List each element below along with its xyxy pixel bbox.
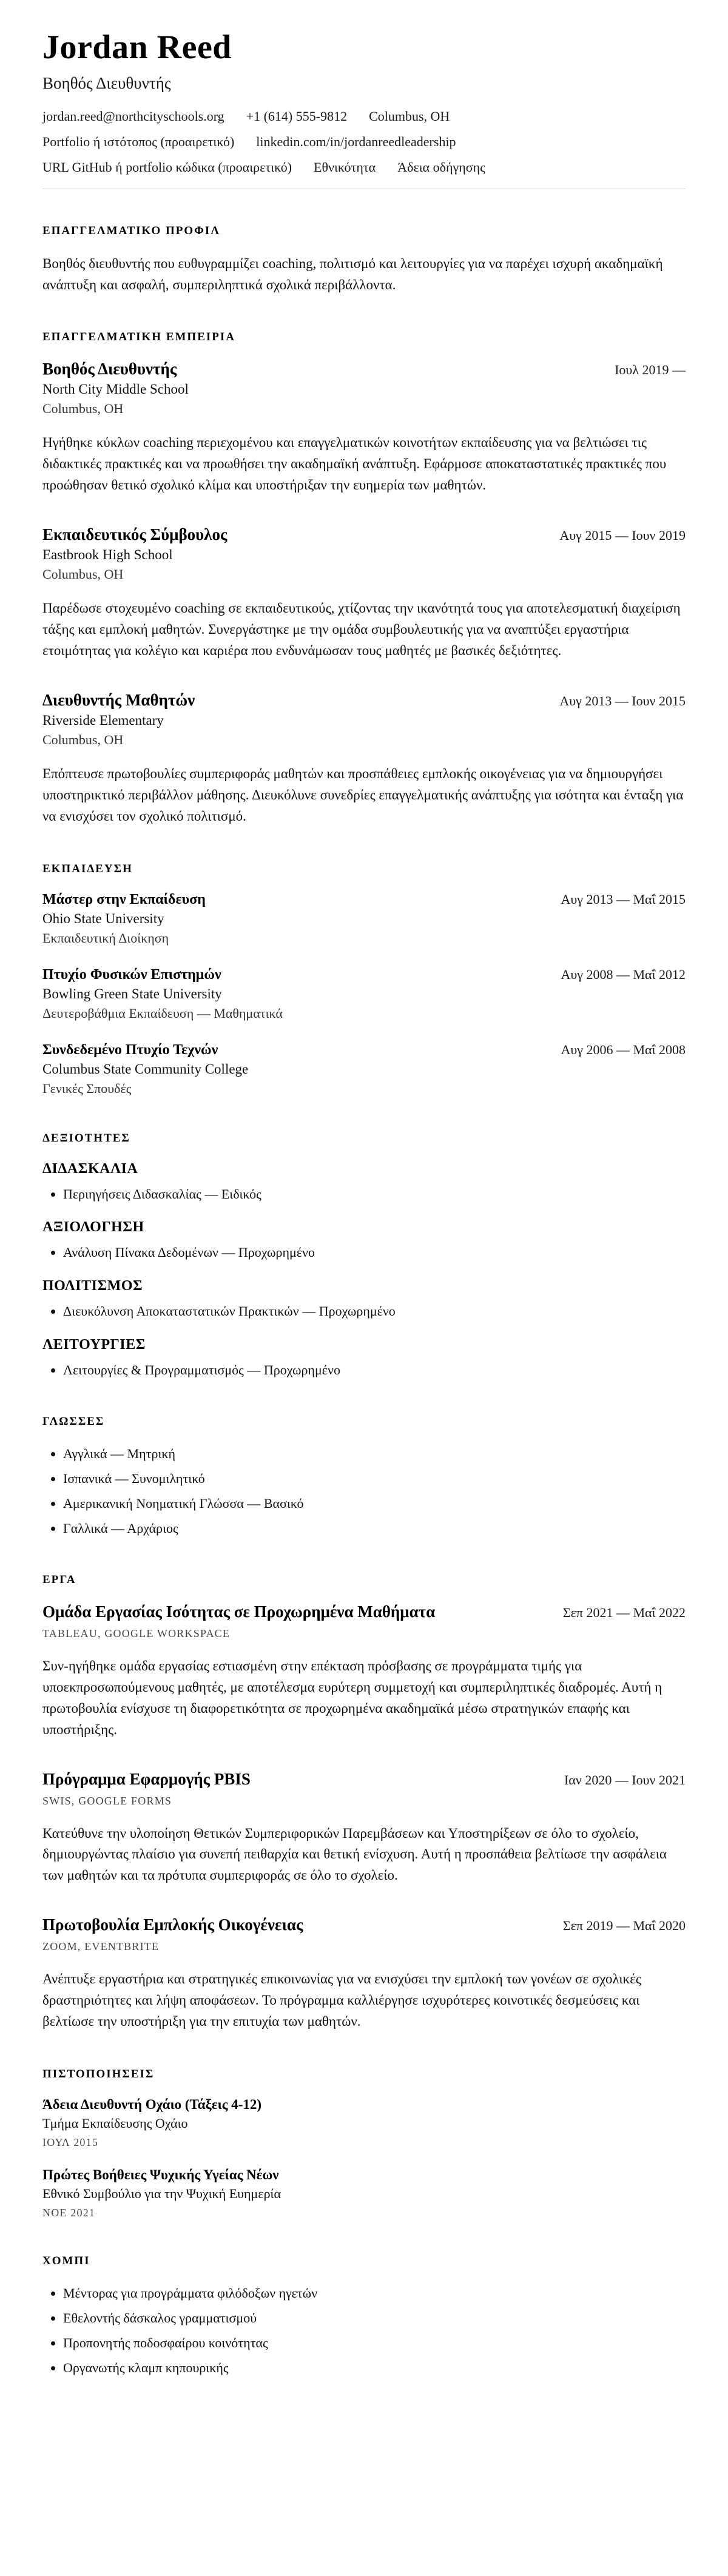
skills-group-name: ΑΞΙΟΛΟΓΗΣΗ: [42, 1219, 144, 1236]
project-tools: ZOOM, EVENTBRITE: [42, 1940, 160, 1953]
skills-group-name: ΛΕΙΤΟΥΡΓΙΕΣ: [42, 1337, 146, 1353]
hobby-item: • Προπονητής ποδοσφαίρου κοινότητας: [63, 2333, 686, 2353]
contact-row-2: [42, 134, 686, 150]
project-entry-header: [42, 1770, 686, 1789]
person-name: Jordan Reed: [42, 29, 232, 66]
education-entry-header: [42, 1042, 686, 1058]
contact-row-3: [42, 160, 686, 175]
education-entry-header: [42, 892, 686, 908]
skills-group-name: ΔΙΔΑΣΚΑΛΙΑ: [42, 1160, 138, 1177]
project-title: Πρόγραμμα Εφαρμογής PBIS: [42, 1769, 251, 1788]
school-name: Ohio State University: [42, 910, 164, 926]
experience-entry-header: [42, 525, 686, 544]
job-description: Παρέδωσε στοχευμένο coaching σε εκπαιδευτικούς, χτίζοντας την ικανότητά τους για αποτελεσματική διαχείριση τάξης και εμπλοκή μαθητών. Συνεργάστηκε με την ομάδα συμβουλευτικής για να αναπτύξει εργαστήρια ετοιμότητας για κολέγιο και καριέρα που ενδυνάμωσαν τους μαθητές με βασικές δεξιότητες.: [42, 600, 681, 658]
certification-issuer: Τμήμα Εκπαίδευσης Οχάιο: [42, 2116, 188, 2131]
skill-item: • Ανάλυση Πίνακα Δεδομένων — Προχωρημένο: [63, 1243, 686, 1262]
section-projects: [42, 1573, 686, 2033]
language-item: • Ισπανικά — Συνομιλητικό: [63, 1469, 686, 1488]
contact-nationality: Εθνικότητα: [314, 160, 376, 175]
skills-group: [42, 1219, 686, 1262]
job-company: North City Middle School: [42, 382, 189, 397]
certification-entry: [42, 2097, 686, 2149]
education-entry-header: [42, 967, 686, 983]
skill-item: • Λειτουργίες & Προγραμματισμός — Προχωρημένο: [63, 1360, 686, 1380]
skills-group: [42, 1278, 686, 1321]
project-tools: SWIS, GOOGLE FORMS: [42, 1794, 172, 1807]
skills-list: [42, 1360, 686, 1380]
education-entry: [42, 967, 686, 1021]
languages-list: [42, 1444, 686, 1538]
skills-group-name: ΠΟΛΙΤΙΣΜΟΣ: [42, 1278, 143, 1294]
education-entry: [42, 1042, 686, 1097]
certification-issuer: Εθνικό Συμβούλιο για την Ψυχική Ευημερία: [42, 2186, 281, 2202]
project-tools: TABLEAU, GOOGLE WORKSPACE: [42, 1627, 231, 1639]
project-title: Πρωτοβουλία Εμπλοκής Οικογένειας: [42, 1915, 303, 1934]
job-company: Riverside Elementary: [42, 712, 164, 728]
section-skills: [42, 1132, 686, 1380]
section-heading-hobbies: ΧΟΜΠΙ: [42, 2255, 90, 2268]
skills-group: [42, 1161, 686, 1204]
section-heading-skills: ΔΕΞΙΟΤΗΤΕΣ: [42, 1131, 130, 1145]
project-description: Ανέπτυξε εργαστήρια και στρατηγικές επικοινωνίας για να ενισχύσει την εμπλοκή των γονέων σε σχολικές δραστηριότητες και λήψη αποφάσεων. Το πρόγραμμα καλλιέργησε ισχυρότερες κοινοτικές δεσμεύσεις και βελτίωσε την υποστήριξη για την επιτυχία των μαθητών.: [42, 1971, 641, 2030]
skill-item: • Περιηγήσεις Διδασκαλίας — Ειδικός: [63, 1185, 686, 1204]
degree-title: Συνδεδεμένο Πτυχίο Τεχνών: [42, 1041, 218, 1058]
project-description: Κατεύθυνε την υλοποίηση Θετικών Συμπεριφορικών Παρεμβάσεων και Υποστηρίξεων σε όλο το σχολείο, δημιουργώντας πλαίσιο για συνεπή πειθαρχία και θετική ενίσχυση. Αυτή η προσπάθεια βελτίωσε την ασφάλεια των μαθητών και τα πρότυπα συμπεριφοράς σε όλο το σχολείο.: [42, 1825, 667, 1883]
job-dates: Αυγ 2015 — Ιουν 2019: [559, 527, 686, 543]
project-dates: Ιαν 2020 — Ιουν 2021: [564, 1772, 686, 1787]
project-entry: [42, 1770, 686, 1887]
section-heading-experience: ΕΠΑΓΓΕΛΜΑΤΙΚΗ ΕΜΠΕΙΡΙΑ: [42, 331, 235, 343]
job-location: Columbus, OH: [42, 401, 124, 416]
project-entry: [42, 1915, 686, 2033]
certification-name: Πρώτες Βοήθειες Ψυχικής Υγείας Νέων: [42, 2167, 279, 2183]
field-of-study: Γενικές Σπουδές: [42, 1080, 132, 1096]
contact-github: URL GitHub ή portfolio κώδικα (προαιρετικό): [42, 160, 292, 175]
section-heading-education: ΕΚΠΑΙΔΕΥΣΗ: [42, 862, 133, 875]
school-name: Bowling Green State University: [42, 986, 222, 1001]
project-entry-header: [42, 1915, 686, 1934]
certification-entry: [42, 2167, 686, 2219]
project-dates: Σεπ 2021 — Μαΐ 2022: [562, 1604, 686, 1620]
job-description: Ηγήθηκε κύκλων coaching περιεχομένου και επαγγελματικών κοινοτήτων εκπαίδευσης για να βελτιώσει τις διδακτικές πρακτικές και να προωθήσει την ακαδημαϊκή ανάπτυξη. Εφάρμοσε αποκαταστατικές πρακτικές που προώθησαν θετικό σχολικό κλίμα και υποστήριξαν την ευημερία των μαθητών.: [42, 435, 667, 493]
hobby-item: • Οργανωτής κλαμπ κηπουρικής: [63, 2358, 686, 2378]
education-entry: [42, 892, 686, 946]
degree-dates: Αυγ 2006 — Μαΐ 2008: [561, 1041, 686, 1057]
job-title: Βοηθός Διευθυντής: [42, 360, 177, 378]
contact-row-1: [42, 109, 686, 124]
experience-entry: [42, 691, 686, 827]
contact-driving-license: Άδεια οδήγησης: [397, 160, 485, 175]
experience-entry-header: [42, 360, 686, 378]
section-hobbies: [42, 2255, 686, 2378]
language-item: • Γαλλικά — Αρχάριος: [63, 1519, 686, 1538]
project-description: Συν-ηγήθηκε ομάδα εργασίας εστιασμένη στην επέκταση πρόσβασης σε προγράμματα τιμής για υποεκπροσωπούμενους μαθητές, με αποτέλεσμα ευρύτερη συμμετοχή και συμπεριληπτικές διαδρομές. Αυτή η πρωτοβουλία ενίσχυσε τη διαφορετικότητα σε προχωρημένα ακαδημαϊκά μέσω στρατηγικών επαφής και υποστήριξης.: [42, 1658, 662, 1737]
skill-item: • Διευκόλυνση Αποκαταστατικών Πρακτικών — Προχωρημένο: [63, 1302, 686, 1321]
language-item: • Αμερικανική Νοηματική Γλώσσα — Βασικό: [63, 1494, 686, 1513]
degree-title: Μάστερ στην Εκπαίδευση: [42, 891, 206, 907]
job-dates: Αυγ 2013 — Ιουν 2015: [559, 693, 686, 708]
section-profile: [42, 224, 686, 295]
section-heading-certifications: ΠΙΣΤΟΠΟΙΗΣΕΙΣ: [42, 2068, 155, 2081]
certification-date: ΙΟΥΛ 2015: [42, 2136, 99, 2149]
hobby-item: • Εθελοντής δάσκαλος γραμματισμού: [63, 2309, 686, 2328]
contact-email: jordan.reed@northcityschools.org: [42, 109, 224, 124]
skills-group: [42, 1337, 686, 1380]
school-name: Columbus State Community College: [42, 1061, 249, 1077]
job-title: Διευθυντής Μαθητών: [42, 690, 195, 709]
contact-phone: +1 (614) 555-9812: [246, 109, 348, 124]
hobby-item: • Μέντορας για προγράμματα φιλόδοξων ηγετών: [63, 2284, 686, 2303]
project-entry-header: [42, 1602, 686, 1621]
field-of-study: Δευτεροβάθμια Εκπαίδευση — Μαθηματικά: [42, 1005, 283, 1021]
section-heading-projects: ΕΡΓΑ: [42, 1573, 76, 1586]
job-title: Εκπαιδευτικός Σύμβουλος: [42, 525, 228, 543]
section-education: [42, 863, 686, 1097]
job-description: Επόπτευσε πρωτοβουλίες συμπεριφοράς μαθητών και προσπάθειες εμπλοκής οικογένειας για να δημιουργήσει υποστηρικτικό περιβάλλον μάθησης. Διευκόλυνε συνεδρίες επαγγελματικής ανάπτυξης για ισότητα και ένταξη για να ενισχύσει τον σχολικό πολιτισμό.: [42, 765, 684, 824]
section-experience: [42, 331, 686, 827]
section-languages: [42, 1415, 686, 1538]
skills-list: [42, 1243, 686, 1262]
contact-location: Columbus, OH: [369, 109, 450, 124]
project-title: Ομάδα Εργασίας Ισότητας σε Προχωρημένα Μαθήματα: [42, 1602, 436, 1621]
contact-linkedin: linkedin.com/in/jordanreedleadership: [256, 134, 456, 149]
hobbies-list: [42, 2284, 686, 2378]
section-heading-languages: ΓΛΩΣΣΕΣ: [42, 1415, 105, 1428]
job-dates: Ιουλ 2019 —: [615, 362, 686, 377]
degree-dates: Αυγ 2013 — Μαΐ 2015: [561, 891, 686, 907]
section-certifications: [42, 2068, 686, 2219]
resume-header: [42, 28, 686, 189]
language-item: • Αγγλικά — Μητρική: [63, 1444, 686, 1464]
certification-date: ΝΟΕ 2021: [42, 2207, 96, 2219]
project-dates: Σεπ 2019 — Μαΐ 2020: [562, 1918, 686, 1934]
contact-portfolio: Portfolio ή ιστότοπος (προαιρετικό): [42, 134, 235, 149]
person-job-title: Βοηθός Διευθυντής: [42, 74, 171, 92]
profile-text: Βοηθός διευθυντής που ευθυγραμμίζει coaching, πολιτισμό και λειτουργίες για να παρέχει ισχυρή ακαδημαϊκή ανάπτυξη και ασφαλή, συμπεριληπτικά σχολικά περιβάλλοντα.: [42, 256, 663, 292]
job-location: Columbus, OH: [42, 731, 124, 747]
section-heading-profile: ΕΠΑΓΓΕΛΜΑΤΙΚΟ ΠΡΟΦΙΛ: [42, 224, 220, 237]
experience-entry: [42, 360, 686, 496]
field-of-study: Εκπαιδευτική Διοίκηση: [42, 930, 169, 946]
skills-list: [42, 1185, 686, 1204]
skills-list: [42, 1302, 686, 1321]
project-entry: [42, 1602, 686, 1741]
certification-name: Άδεια Διευθυντή Οχάιο (Τάξεις 4-12): [42, 2097, 262, 2113]
degree-title: Πτυχίο Φυσικών Επιστημών: [42, 966, 221, 983]
job-company: Eastbrook High School: [42, 546, 173, 562]
degree-dates: Αυγ 2008 — Μαΐ 2012: [561, 966, 686, 982]
experience-entry-header: [42, 691, 686, 710]
job-location: Columbus, OH: [42, 566, 124, 582]
experience-entry: [42, 525, 686, 662]
